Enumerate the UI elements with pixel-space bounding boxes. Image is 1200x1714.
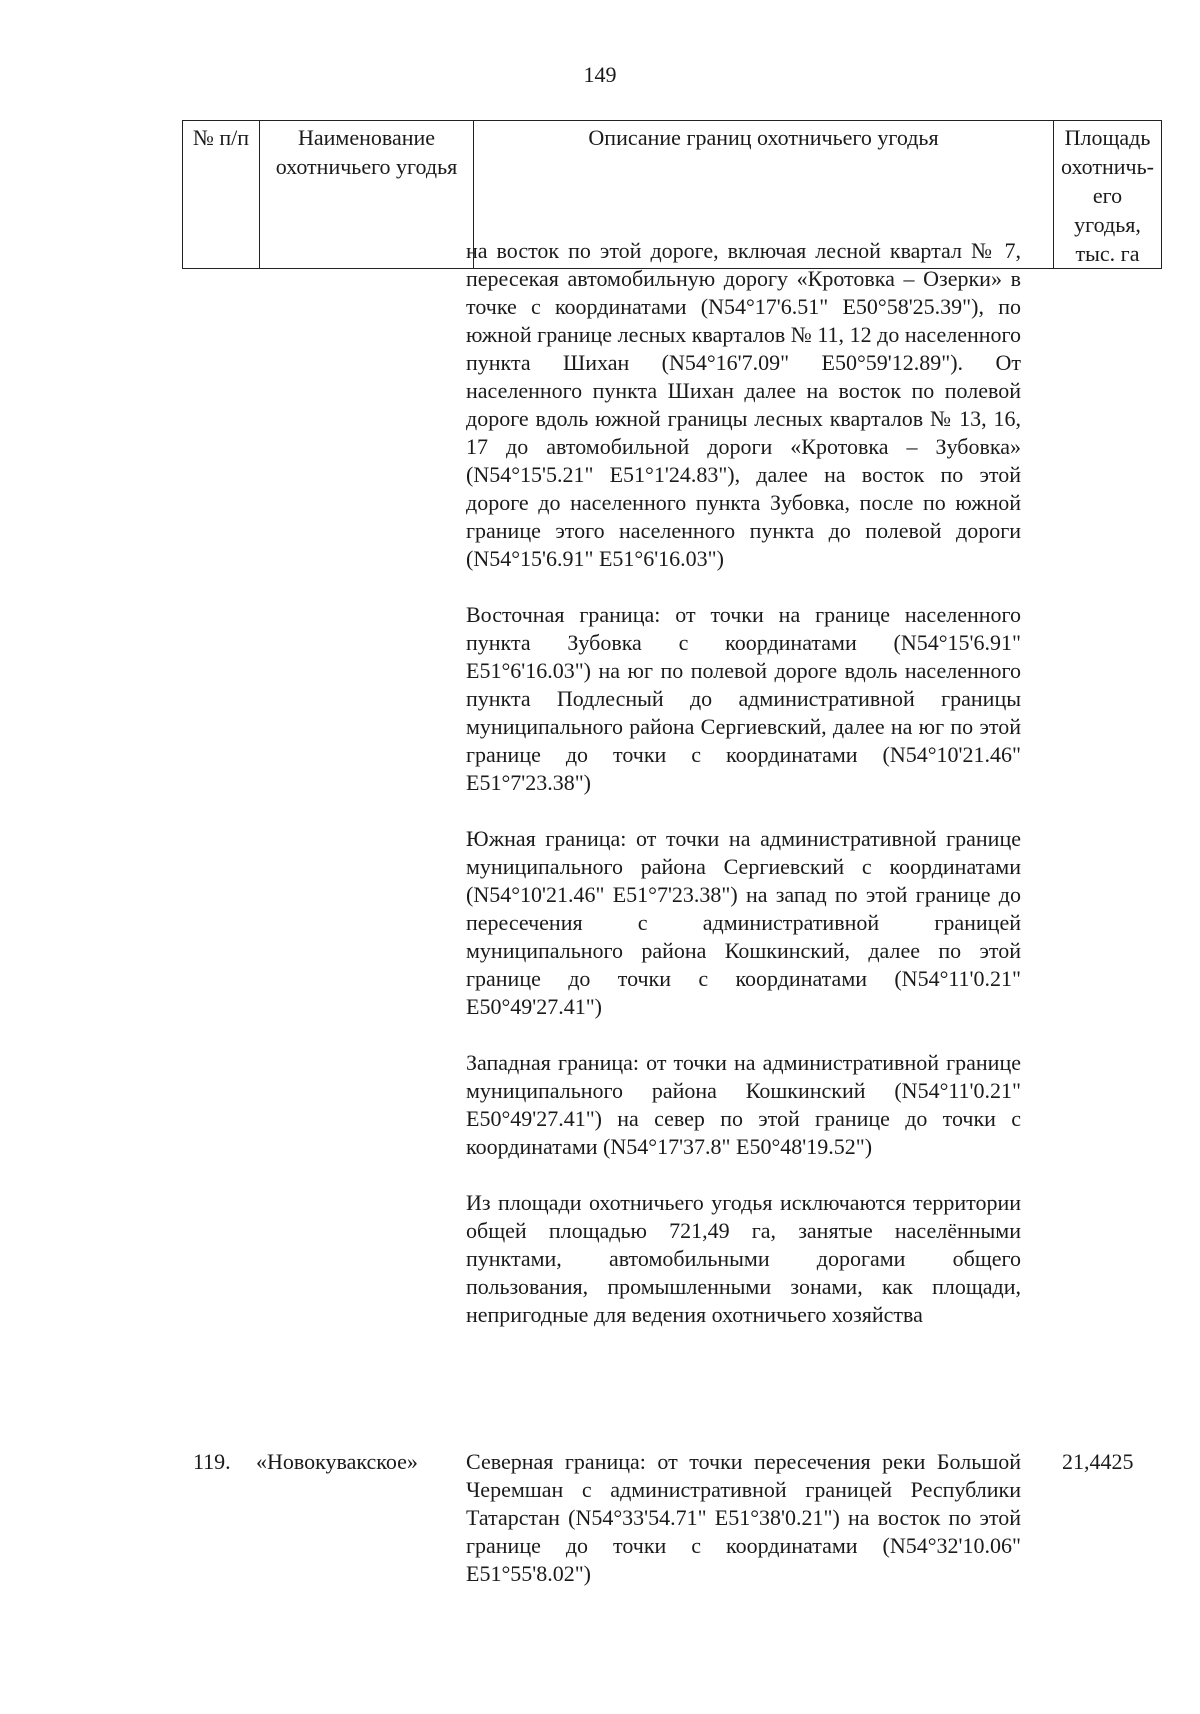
east-boundary-paragraph: Восточная граница: от точки на границе населенного пункта Зубовка с координатами (N54°15'6.91" E51°6'16.03") на юг по полевой дороге вдоль населенного пункта Подлесный до административной границы муниципального района Сергиевский, далее на юг по этой границе до точки с координатами (N54°10'21.46" E51°7'23.38") [466, 602, 1021, 795]
header-description: Описание границ охотничьего угодья [474, 121, 1054, 269]
excluded-area-paragraph: Из площади охотничьего угодья исключаются территории общей площадью 721,49 га, занятые населёнными пунктами, автомобильными дорогами общего пользования, промышленными зонами, как площади, непригодные для ведения охотничьего хозяйства [466, 1190, 1021, 1327]
description-paragraph: на восток по этой дороге, включая лесной квартал № 7, пересекая автомобильную дорогу «Кротовка – Озерки» в точке с координатами (N54°17'6.51" E50°58'25.39"), по южной границе лесных кварталов № 11, 12 до населенного пункта Шихан (N54°16'7.09" E50°59'12.89"). От населенного пункта Шихан далее на восток по полевой дороге вдоль южной границы лесных кварталов № 13, 16, 17 до автомобильной дороги «Кротовка – Зубовка» (N54°15'5.21" E51°1'24.83"), далее на восток по этой дороге до населенного пункта Зубовка, после по южной границе этого населенного пункта до полевой дороги (N54°15'6.91" E51°6'16.03") [466, 238, 1021, 571]
west-boundary-paragraph: Западная граница: от точки на административной границе муниципального района Кошкинский (N54°11'0.21" E50°49'27.41") на север по этой границе до точки с координатами (N54°17'37.8" E50°48'19.52") [466, 1050, 1021, 1159]
entry-area: 21,4425 [1062, 1449, 1134, 1474]
page-number: 149 [583, 62, 617, 87]
entry-description: Северная граница: от точки пересечения реки Большой Черемшан с административной границей Республики Татарстан (N54°33'54.71" E51°38'0.21") на восток по этой границе до точки с координатами (N54°32'10.06" E51°55'8.02") [466, 1449, 1021, 1586]
continued-description [466, 237, 1021, 1357]
entry-name: «Новокувакское» [256, 1449, 418, 1474]
header-area: Площадь охотничь-его угодья, тыс. га [1054, 121, 1162, 269]
header-number: № п/п [183, 121, 260, 269]
south-boundary-paragraph: Южная граница: от точки на административной границе муниципального района Сергиевский с координатами (N54°10'21.46" E51°7'23.38") на запад по этой границе до пересечения с административной границей муниципального района Кошкинский, далее по этой границе до точки с координатами (N54°11'0.21" E50°49'27.41") [466, 826, 1021, 1019]
header-name: Наименование охотничьего угодья [260, 121, 474, 269]
entry-number: 119. [193, 1449, 231, 1474]
